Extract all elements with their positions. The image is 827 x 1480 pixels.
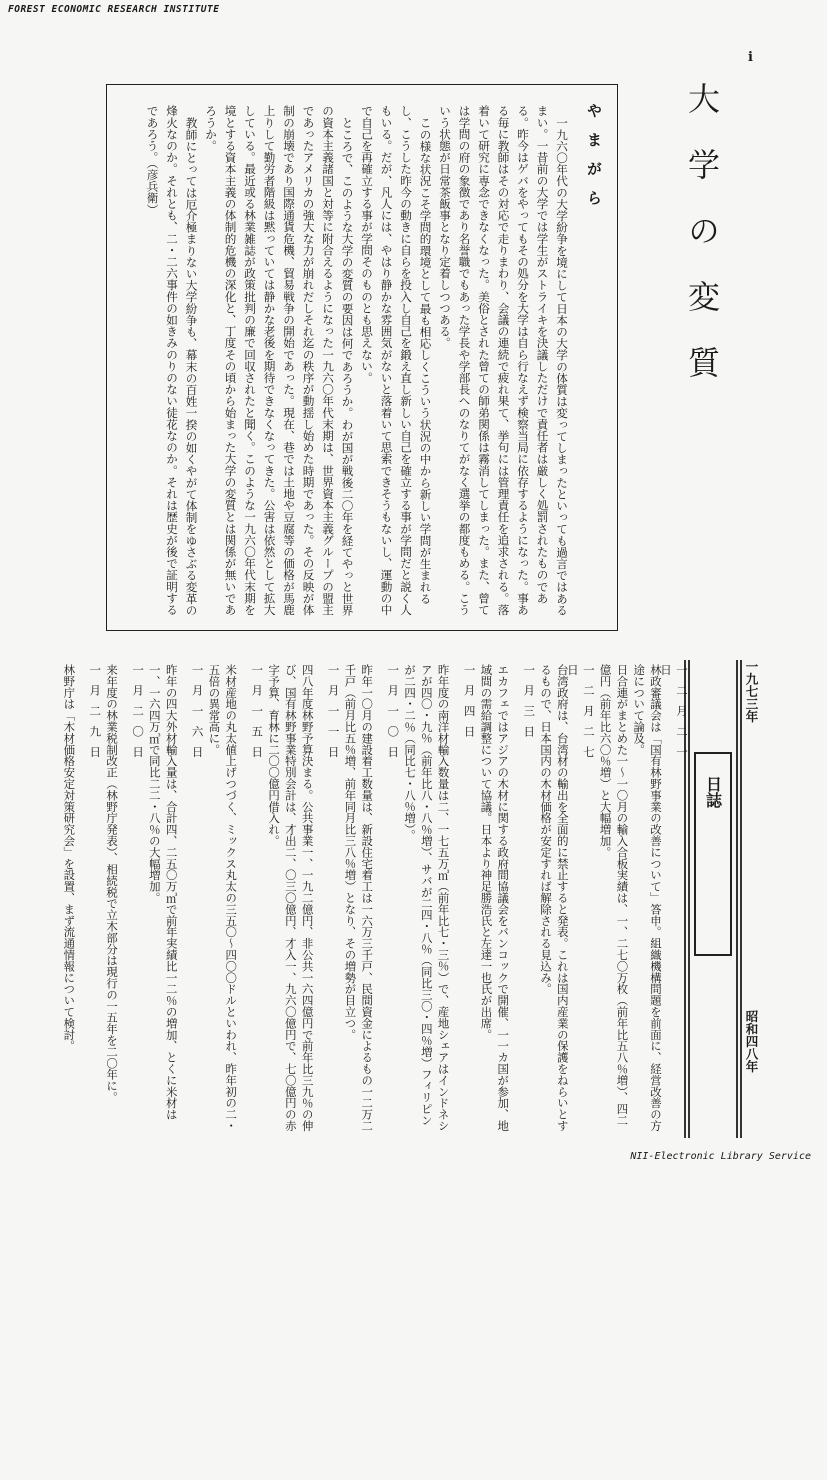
divider-line	[736, 660, 738, 1138]
essay-title: 大学の変質	[683, 82, 721, 412]
diary-entry	[103, 664, 146, 1142]
diary-entry	[537, 664, 597, 1142]
diary-entry-date: 一月一一日	[326, 664, 341, 767]
diary-entry-date: 一月二九日	[88, 664, 103, 767]
diary-entry-date: 一月二〇日	[131, 664, 146, 767]
essay-paragraph: ところで、このような大学の変質の要因は何であろうか。わが国が戦後二〇年を経てやっと世界の資本主義諸国と対等に附合えるようになった一九六〇年代末期は、世界資本主義グループの盟主であったアメリカの強大な力が崩れだしそれ迄の秩序が動揺し始めた時期であった。その反映が体制の崩壊であり国際通貨危機、貿易戦争の開始であった。現在、巷では土地や豆腐等の価格が馬鹿上りして勤労者階級は黙っていては静かな老後を期待できなくなってきた。公害は依然として拡大している。最近或る林業雑誌が政策批判の廉で回収されたと聞く。このような一九六〇年代末期を境とする資本主義の体制的危機の深化と、丁度その頃から始まった大学の変質とは関係が無いであろうか。	[204, 105, 355, 616]
diary-entry-date: 一二月二七日	[565, 664, 596, 767]
diary-years-era	[742, 1010, 760, 1480]
essay-box	[106, 84, 618, 631]
year-western: 一九七三年	[744, 660, 759, 723]
diary-entry-text	[342, 664, 380, 1136]
diary-entry-date: 一月四日	[462, 664, 477, 746]
diary-entry-line: 日合連がまとめた一～一〇月の輸入合板実績は、一、二七〇万枚（前年比五八％増）、四二億円（前年比六〇％増）と大幅増加。	[598, 664, 630, 1126]
column-name: やまがら	[578, 101, 611, 221]
essay-paragraph: 一九六〇年代の大学紛争を境にして日本の大学の体質は変ってしまったといっても過言ではあるまい。一昔前の大学では学生がストライキを決議しただけで責任者は厳しく処罰されたものである。昨今はゲバをやってもその処分を大学は自ら行なえず検察当局に依存するようになった。事ある毎に教師はその対応で走りまわり、会議の連続で疲れ果て、挙句には管理責任を追求される。落着いて研究に専念できなくなった。美俗とされた曾ての師弟関係は霧消してしまった。また、曾ては学問の府の象徴であり名誉職でもあった学長や学部長へのなりてがなく選挙の都度もめる。こういう状態が日常茶飯事となり定着しつつある。	[438, 105, 569, 616]
diary-entry	[342, 664, 402, 1142]
diary-entry-line: 米材産地の丸太値上げつづく、ミックス丸太の三五〇～四〇〇ドルといわれ、昨年初の二・五倍の異常高に。	[207, 664, 239, 1132]
diary-entry-date: 一月一五日	[250, 664, 265, 767]
diary-entry-line: 林野庁は「木材価格安定対策研究会」を設置、まず流通情報について検討。	[62, 664, 77, 1052]
diary-entry-line: 台湾政府は、台湾材の輸出を全面的に禁止すると発表。これは国内産業の保護をねらいとするもので、日本国内の木材価格が安定すれば解除される見込み。	[539, 664, 570, 1132]
library-footer: NII-Electronic Library Service	[630, 1151, 811, 1162]
diary-entry-date: 一月一六日	[190, 664, 205, 767]
diary-entry	[597, 664, 690, 1142]
diary-entry-line: 昨年の四大外材輸入量は、合計四、二五〇万㎥で前年実績比一二％の増加、とくに米材は一、一六四万㎥で同比二二・八％の大幅増加。	[147, 664, 179, 1120]
diary-entry-text	[60, 664, 81, 1136]
publisher-header: FOREST ECONOMIC RESEARCH INSTITUTE	[8, 4, 220, 15]
diary-entry-text	[265, 664, 319, 1136]
diary-entry-line: 昨年一〇月の建設着工数量は、新設住宅着工は一六万三千戸、民間資金によるもの一二万二千戸（前月比五％増、前年同月比三八％増）となり、その増勢が目立つ。	[343, 664, 375, 1132]
diary-entry-text	[103, 664, 124, 1136]
diary-entry-date: 一月三日	[522, 664, 537, 746]
diary-entry	[206, 664, 266, 1142]
essay-paragraph: この様な状況こそ学問的環境として最も相応しくこういう状況の中から新しい学問が生まれるし、こうした昨今の動きに自らを投入し自己を鍛え直し新しい自己を確立する事が学問だと説く人もいる。だが、凡人には、やはり静かな雰囲気がないと落着いて思索できそうもないし、運動の中で自己を再確立する事が学問そのものとも思えない。	[360, 105, 433, 616]
diary-entry	[60, 664, 103, 1142]
diary-entry	[478, 664, 538, 1142]
diary-title-box	[694, 752, 732, 956]
diary-entry	[401, 664, 477, 1142]
diary-entry-text	[206, 664, 244, 1136]
diary-entry-line: 林政審議会は「国有林野事業の改善について」答申。組織機構問題を前面に、経営改善の方途について論及。	[632, 664, 663, 1132]
diary-entry-text	[537, 664, 575, 1136]
diary-entry-date: 一月一〇日	[386, 664, 401, 767]
diary-entry-text	[478, 664, 516, 1136]
diary-entry-line: 昨年度の南洋材輸入数量は二、一七五万㎥（前年比七・三％）で、産地シェアはインドネシアが四〇・九％（前年比八・八％増）、サバが二四・八％（同比三〇・四％増）フィリピンが二四・二％（同比七・八％増）。	[403, 664, 451, 1132]
diary-entry	[265, 664, 341, 1142]
diary-entry-text	[401, 664, 455, 1136]
essay-paragraph: 教師にとっては厄介極まりない大学紛争も、幕末の百姓一揆の如くやがて体制をゆさぶる変革の烽火なのか。それとも、二・二六事件の如きみのりのない徒花なのか。それは歴史が後で証明するであろう。（彦兵衛）	[145, 105, 199, 616]
diary-entry-date: 一二月二一日	[659, 664, 689, 767]
diary-entry	[146, 664, 206, 1142]
diary-entry-line: エカフェではアジアの木材に関する政府間協議会をバンコックで開催、一一カ国が参加、地域間の需給調整について協議。日本より神足勝浩氏と左達一也氏が出席。	[479, 664, 511, 1132]
page-number: i	[748, 50, 753, 65]
diary-entry-line: 来年度の林業税制改正（林野庁発表）、相続税で立木部分は現行の一五年を二〇年に。	[105, 664, 120, 1103]
diary-entry-line: 四八年度林野予算決まる。公共事業一、一九二億円、非公共一六四億円で前年比三九％の伸び、国有林野事業特別会計は、才出二、〇三〇億円、才入一、九六〇億円で、七〇億円の赤字予算、育林に二〇〇億円借入れ。	[267, 664, 315, 1132]
diary-entries	[62, 664, 690, 1142]
diary-entry-text	[146, 664, 184, 1136]
essay-body	[145, 105, 571, 620]
diary-title: 日誌	[703, 776, 723, 808]
year-era: 昭和四八年	[744, 1010, 759, 1073]
diary-entry-text	[597, 664, 668, 1136]
